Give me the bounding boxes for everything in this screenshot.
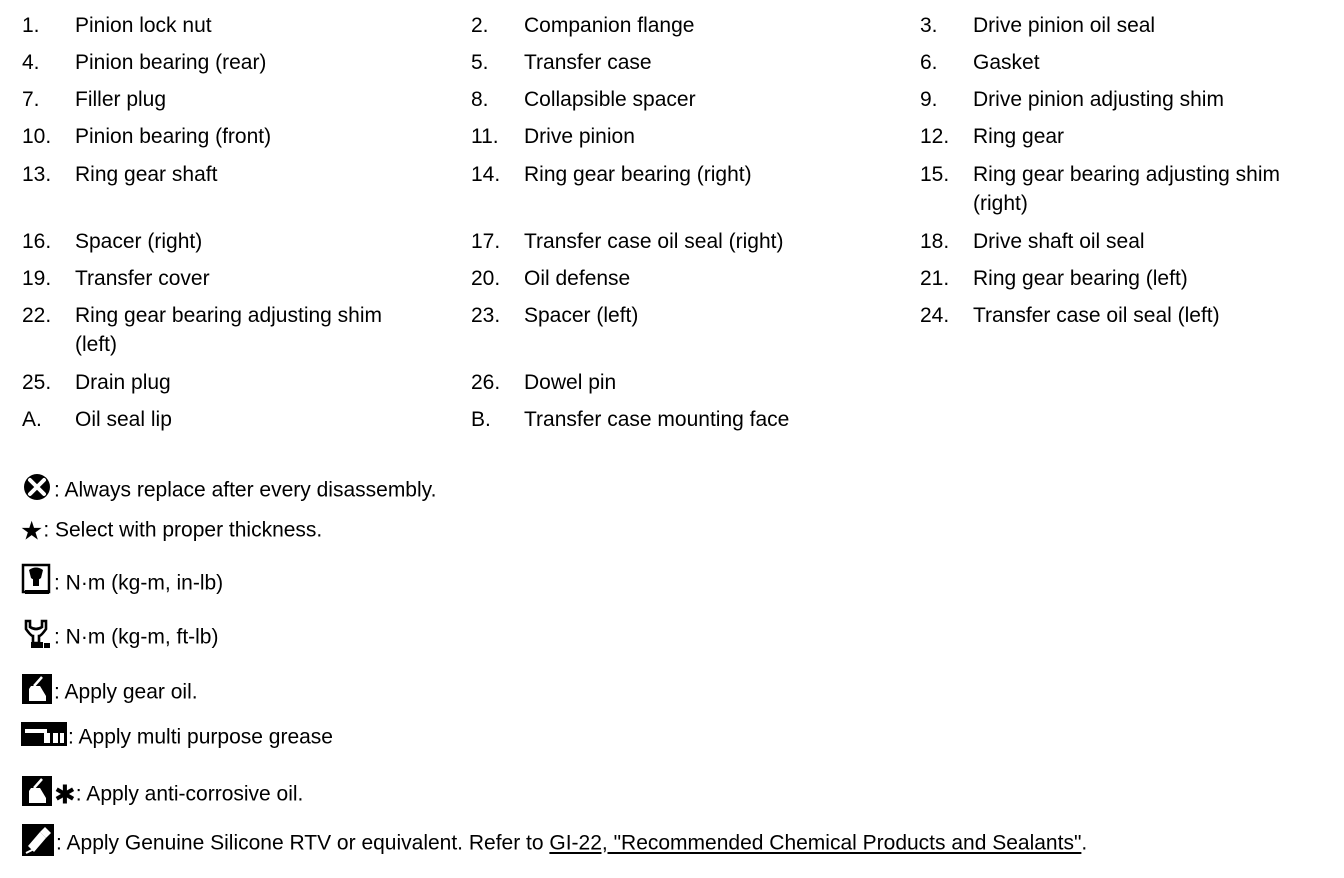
grease-gun-icon	[20, 721, 68, 754]
replace-part-icon	[20, 472, 54, 509]
torque-wrench-ftlb-icon	[20, 617, 54, 658]
legend-torque-ftlb: : N·m (kg-m, ft-lb)	[20, 617, 218, 658]
torque-wrench-inlb-icon	[20, 563, 54, 604]
legend-thickness: ★: Select with proper thickness.	[20, 515, 323, 546]
oil-can-icon	[20, 672, 54, 713]
legend-replace: : Always replace after every disassembly.	[20, 472, 436, 509]
legend-torque-inlb: : N·m (kg-m, in-lb)	[20, 563, 223, 604]
sealant-tube-icon	[20, 822, 56, 865]
legend-grease: : Apply multi purpose grease	[20, 721, 333, 754]
asterisk-icon: ✱	[54, 779, 76, 810]
legend-rtv-sealant: : Apply Genuine Silicone RTV or equivalent. Refer to GI-22, "Recommended Chemical Products and Sealants".	[20, 822, 1087, 865]
recommended-chemicals-link[interactable]: GI-22, "Recommended Chemical Products and Sealants"	[549, 831, 1082, 855]
star-icon: ★	[20, 515, 44, 546]
legend-anticorrosive: ✱: Apply anti-corrosive oil.	[20, 774, 303, 815]
legend-gear-oil: : Apply gear oil.	[20, 672, 198, 713]
anticorrosive-oil-can-icon	[20, 774, 54, 815]
